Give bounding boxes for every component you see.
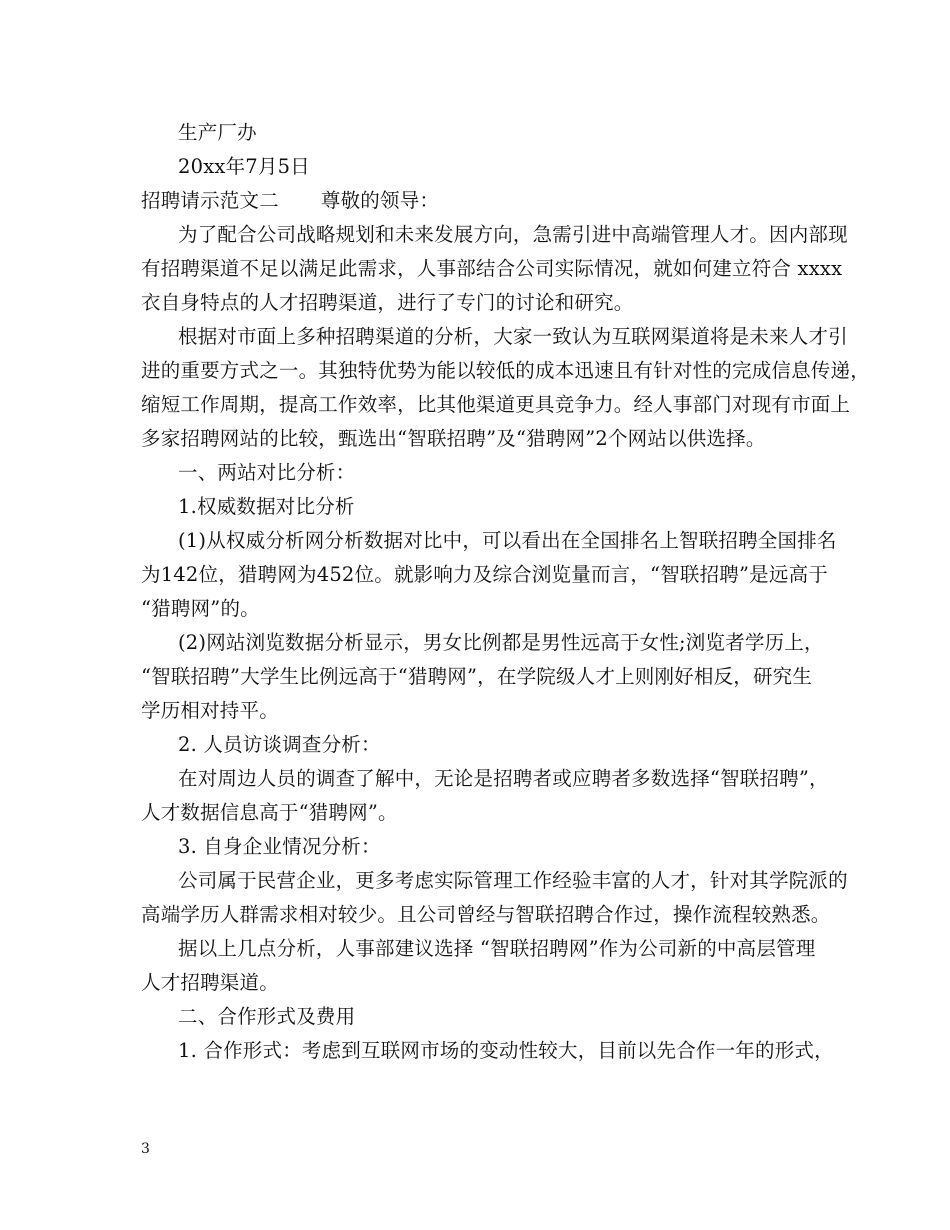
text-line: 据以上几点分析，人事部建议选择 “智联招聘网”作为公司新的中高层管理: [178, 937, 816, 960]
text-line: 二、合作形式及费用: [178, 1005, 356, 1028]
text-line: 一、两站对比分析：: [178, 461, 356, 484]
text-line: 2. 人员访谈调查分析：: [178, 733, 381, 756]
text-line: 20xx年7月5日: [178, 155, 310, 178]
text-line: 为142位，猎聘网为452位。就影响力及综合浏览量而言，“智联招聘”是远高于: [141, 563, 828, 586]
text-line: 1. 合作形式：考虑到互联网市场的变动性较大，目前以先合作一年的形式，: [178, 1039, 834, 1062]
text-line: 高端学历人群需求相对较少。且公司曾经与智联招聘合作过，操作流程较熟悉。: [141, 903, 831, 926]
text-line: 在对周边人员的调查了解中，无论是招聘者或应聘者多数选择“智联招聘”，: [178, 767, 829, 790]
text-line: (1)从权威分析网分析数据对比中，可以看出在全国排名上智联招聘全国排名: [178, 529, 837, 552]
document-body: [141, 116, 870, 1068]
text-line: 根据对市面上多种招聘渠道的分析，大家一致认为互联网渠道将是未来人才引: [178, 325, 848, 348]
text-line: 为了配合公司战略规划和未来发展方向，急需引进中高端管理人才。因内部现: [178, 223, 848, 246]
salutation: 尊敬的领导：: [320, 189, 440, 212]
text-line: 有招聘渠道不足以满足此需求，人事部结合公司实际情况，就如何建立符合 xxxx: [141, 257, 843, 280]
page-number: 3: [141, 1141, 150, 1157]
section-title: 招聘请示范文二: [141, 189, 279, 212]
text-line: 缩短工作周期，提高工作效率，比其他渠道更具竞争力。经人事部门对现有市面上: [141, 393, 851, 416]
text-line: “猎聘网”的。: [141, 597, 260, 620]
text-line: 生产厂办: [178, 121, 257, 144]
text-line: 公司属于民营企业，更多考虑实际管理工作经验丰富的人才，针对其学院派的: [178, 869, 848, 892]
text-line: 人才招聘渠道。: [141, 971, 279, 994]
text-line: 衣自身特点的人才招聘渠道，进行了专门的讨论和研究。: [141, 291, 634, 314]
text-line: 1.权威数据对比分析: [178, 495, 355, 518]
text-line: 学历相对持平。: [141, 699, 279, 722]
text-line: 进的重要方式之一。其独特优势为能以较低的成本迅速且有针对性的完成信息传递，: [141, 359, 870, 382]
text-line: 3. 自身企业情况分析：: [178, 835, 381, 858]
text-line: “智联招聘”大学生比例远高于“猎聘网”，在学院级人才上则刚好相反，研究生: [141, 665, 813, 688]
text-line: [141, 184, 821, 218]
text-line: 人才数据信息高于“猎聘网”。: [141, 801, 398, 824]
text-line: (2)网站浏览数据分析显示，男女比例都是男性远高于女性;浏览者学历上，: [178, 631, 824, 654]
text-line: 多家招聘网站的比较，甄选出“智联招聘”及“猎聘网”2个网站以供选择。: [141, 427, 766, 450]
